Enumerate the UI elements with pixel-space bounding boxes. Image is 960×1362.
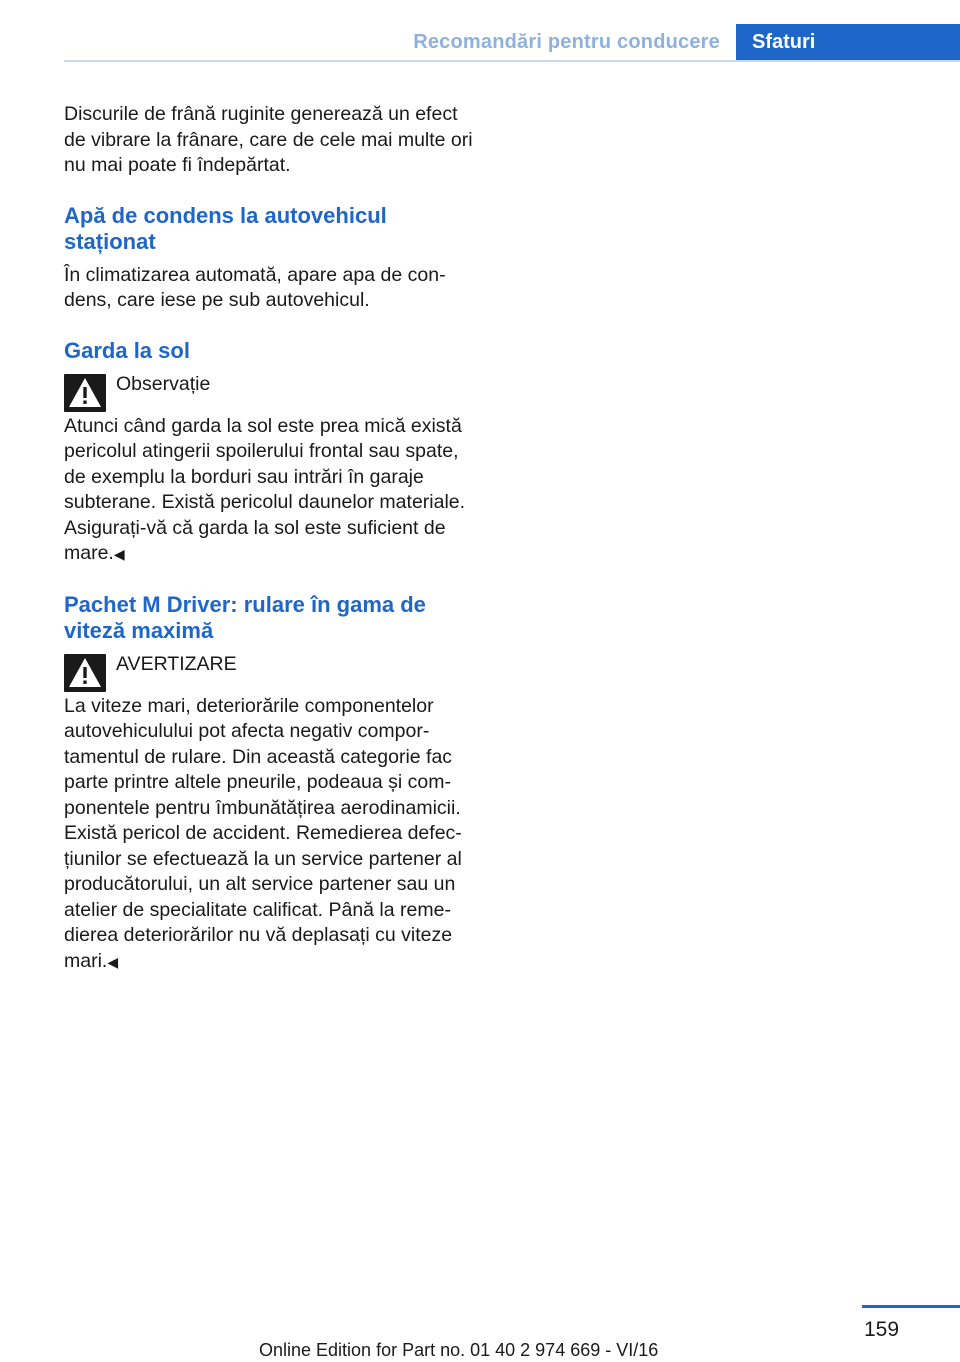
page-number: 159 <box>864 1318 900 1341</box>
warning-m-driver-package <box>64 652 480 976</box>
notice-text: Atunci când garda la sol este prea mică există pericolul atingerii spoilerului frontal sau spate, de exemplu la borduri sau intrări în garaje subterane. Există pericolul daunelor materiale. Asigurați-vă că garda la sol este suficient de mare. <box>64 414 466 564</box>
warning-triangle-icon <box>64 374 106 412</box>
end-of-notice-mark: ◀ <box>113 546 125 562</box>
intro-paragraph: Discurile de frână ruginite generează un efect de vibrare la frânare, care de cele mai multe ori nu mai poate fi îndepărtat. <box>64 103 473 176</box>
warning-text: La viteze mari, deteriorările componentelor autovehiculului pot afecta negativ comportamentul de rulare. Din această categorie fac parte printre altele pneurile, podeaua și componentele pentru îmbunătățirea aerodinamicii. Există pericol de accident. Remedierea defecțiunilor se efectuează la un service partener al producătorului, un alt service partener sau un atelier de specialitate calificat. Până la remedierea deteriorărilor nu vă deplasați cu viteze mari. <box>64 694 462 972</box>
running-header-chapter-tab: Sfaturi <box>736 24 960 62</box>
section-text-condensation: În climatizarea automată, apare apa de condens, care iese pe sub autovehicul. <box>64 263 446 311</box>
notice-label: Observație <box>116 372 211 395</box>
running-header-section: Recomandări pentru conducere <box>413 31 720 53</box>
footer-page-rule <box>862 1305 960 1308</box>
edition-footer: Online Edition for Part no. 01 40 2 974 669 - VI/16 <box>259 1340 659 1360</box>
main-column <box>64 102 480 975</box>
warning-label: AVERTIZARE <box>116 652 237 675</box>
section-title-condensation: Apă de condens la autovehicul staționat <box>64 202 387 254</box>
notice-ground-clearance <box>64 372 480 568</box>
warning-triangle-icon <box>64 654 106 692</box>
header-divider <box>64 60 960 62</box>
section-title-m-driver-package: Pachet M Driver: rulare în gama de viteză maximă <box>64 591 426 643</box>
end-of-warning-mark: ◀ <box>107 953 119 970</box>
section-title-ground-clearance: Garda la sol <box>64 337 190 363</box>
